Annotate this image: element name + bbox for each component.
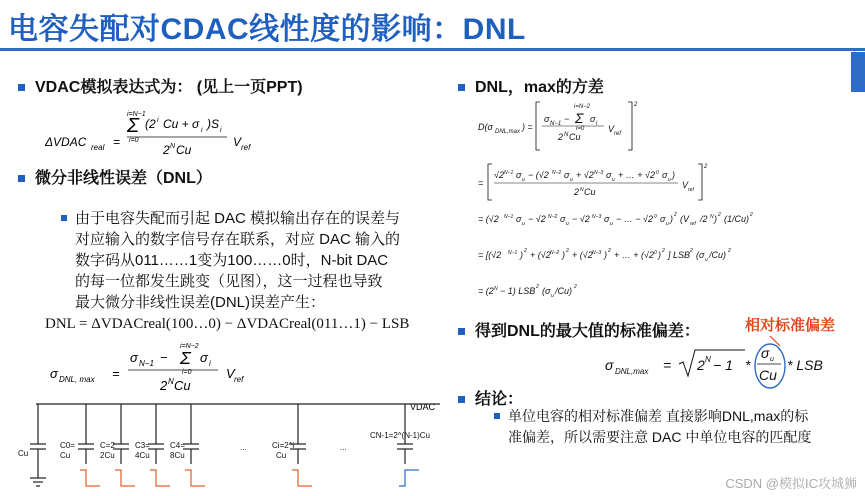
svg-text:− … − √2: − … − √2 — [616, 214, 653, 224]
svg-text:N−1: N−1 — [139, 359, 154, 368]
svg-text:σ: σ — [761, 345, 770, 361]
svg-text:− √2: − √2 — [528, 214, 546, 224]
cdac-circuit — [10, 398, 450, 496]
svg-text:N: N — [580, 187, 584, 193]
conclusion-line: 准偏差，所以需要注意 DAC 中单位电容的匹配度 — [508, 429, 812, 445]
title-rule — [0, 48, 865, 51]
cap-label-ci: Ci=2^i — [272, 441, 295, 450]
svg-text:σ: σ — [516, 214, 522, 224]
svg-text:σ: σ — [604, 214, 610, 224]
svg-text:] LSB: ] LSB — [668, 250, 691, 260]
svg-text:+ √2: + √2 — [576, 170, 594, 180]
desc-line: 由于电容失配而引起 DAC 模拟输出存在的误差与 — [75, 210, 401, 227]
svg-text:−: − — [564, 114, 570, 124]
svg-text:): ) — [672, 170, 675, 180]
svg-text:+ (√2: + (√2 — [572, 250, 593, 260]
svg-text:DNL, max: DNL, max — [59, 375, 95, 384]
svg-text:Σ: Σ — [180, 348, 191, 368]
bullet-dnl-variance-text: DNL，max的方差 — [475, 79, 604, 96]
svg-text:): ) — [714, 214, 717, 224]
bullet-icon — [458, 396, 465, 403]
svg-text:...: ... — [240, 443, 247, 452]
svg-text:Cu: Cu — [569, 132, 581, 142]
svg-text:(1/Cu): (1/Cu) — [724, 214, 750, 224]
svg-text:N−3: N−3 — [592, 250, 602, 256]
relative-std-dev-annotation: 相对标准偏差 — [745, 317, 836, 334]
svg-text:u: u — [570, 177, 573, 183]
svg-text:Cu + σ: Cu + σ — [163, 117, 200, 131]
svg-text:)S: )S — [207, 117, 219, 131]
svg-text:Cu: Cu — [759, 367, 777, 383]
svg-text:N−3: N−3 — [592, 214, 602, 220]
svg-text:2: 2 — [634, 102, 638, 108]
svg-text:σ: σ — [662, 170, 668, 180]
svg-text:0: 0 — [656, 170, 659, 176]
svg-text:2: 2 — [524, 248, 527, 254]
svg-text:− (√2: − (√2 — [528, 170, 549, 180]
svg-text:...: ... — [340, 443, 347, 452]
vdac-formula — [45, 104, 305, 162]
svg-text:i: i — [596, 121, 598, 127]
svg-text:ref: ref — [241, 143, 251, 152]
svg-text:i=0: i=0 — [576, 126, 585, 132]
svg-text:i=0: i=0 — [182, 369, 192, 376]
page-title: 电容失配对CDAC线性度的影响：DNL — [8, 13, 526, 46]
conclusion-text — [508, 406, 858, 448]
sigma-dnl-formula-left — [50, 338, 290, 402]
dnl-equation: DNL = ΔVDACreal(100…0) − ΔVDACreal(011…1) − LSB — [45, 316, 410, 332]
svg-text:2: 2 — [566, 248, 569, 254]
svg-text:− 1: − 1 — [713, 357, 733, 373]
svg-text:N−1: N−1 — [504, 214, 514, 220]
conclusion-line: 单位电容的相对标准偏差 直接影响DNL,max的标 — [508, 408, 809, 424]
desc-line: 数字码从011……1变为100……0时，N-bit DAC — [75, 252, 389, 269]
corner-decoration — [851, 52, 865, 92]
svg-text:i: i — [209, 359, 211, 368]
svg-text:N−3: N−3 — [594, 170, 604, 176]
svg-text:DNL,max: DNL,max — [615, 367, 649, 376]
svg-text:i: i — [220, 127, 222, 134]
svg-text:σ: σ — [606, 170, 612, 180]
bullet-dnl — [18, 165, 212, 188]
variance-derivation — [478, 96, 758, 302]
watermark: CSDN @模拟IC攻城狮 — [725, 476, 857, 491]
svg-text:2: 2 — [690, 248, 693, 254]
cap-label-cn: CN-1=2^(N-1)Cu — [370, 431, 430, 440]
sub-bullet-icon — [494, 413, 500, 419]
svg-text:(V: (V — [680, 214, 689, 224]
svg-text:2: 2 — [662, 248, 665, 254]
svg-text:2: 2 — [574, 187, 580, 197]
svg-text:0: 0 — [654, 250, 657, 256]
svg-text:2: 2 — [674, 212, 677, 218]
svg-text:ΔVDAC: ΔVDAC — [45, 135, 87, 149]
svg-text:i=N−2: i=N−2 — [180, 343, 199, 350]
svg-text:0: 0 — [654, 214, 657, 220]
svg-text:u: u — [770, 356, 774, 363]
svg-text:σ: σ — [660, 214, 666, 224]
svg-text:+ (√2: + (√2 — [530, 250, 551, 260]
svg-text:V: V — [226, 366, 235, 381]
svg-text:/Cu): /Cu) — [555, 286, 573, 296]
svg-text:(σ: (σ — [696, 250, 705, 260]
svg-text:− 1) LSB: − 1) LSB — [500, 286, 536, 296]
svg-text:− √2: − √2 — [572, 214, 590, 224]
svg-text:V: V — [608, 124, 615, 134]
bullet-std-dev-text: 得到DNL的最大值的标准偏差： — [475, 323, 700, 340]
svg-text:Cu: Cu — [584, 187, 596, 197]
svg-text:* LSB: * LSB — [787, 357, 823, 373]
svg-text:Cu: Cu — [60, 451, 71, 460]
svg-text:σ: σ — [50, 366, 58, 381]
svg-text:−: − — [160, 350, 168, 365]
svg-text:2: 2 — [163, 143, 170, 157]
svg-text:N−1: N−1 — [508, 250, 518, 256]
svg-text:): ) — [658, 250, 661, 260]
svg-text:): ) — [604, 250, 607, 260]
svg-text:): ) — [670, 214, 673, 224]
svg-text:Cu: Cu — [176, 143, 192, 157]
svg-text:Cu: Cu — [174, 378, 191, 393]
svg-text:2: 2 — [750, 212, 753, 218]
svg-text:V: V — [682, 180, 689, 190]
sigma-dnl-result — [605, 336, 830, 392]
svg-text:=: = — [478, 178, 484, 188]
bullet-icon — [458, 328, 465, 335]
cap-label-c4: C4= — [170, 441, 185, 450]
bullet-dnl-text: 微分非线性误差（DNL） — [35, 170, 212, 187]
svg-text:u: u — [610, 221, 613, 227]
svg-text:ref: ref — [690, 221, 696, 227]
svg-text:*: * — [745, 357, 751, 373]
svg-text:): ) — [520, 250, 523, 260]
svg-text:u: u — [522, 221, 525, 227]
svg-text:σ: σ — [564, 170, 570, 180]
svg-text:σ: σ — [590, 114, 596, 124]
svg-text:N: N — [564, 132, 569, 138]
svg-text:= (2: = (2 — [478, 286, 494, 296]
desc-line: 对应输入的数字信号存在联系，对应 DAC 输入的 — [75, 231, 401, 248]
svg-text:(2: (2 — [145, 117, 156, 131]
desc-line: 的每一位都发生跳变（见图），这一过程也导致 — [75, 273, 383, 290]
svg-text:u: u — [666, 221, 669, 227]
svg-text:(σ: (σ — [542, 286, 551, 296]
svg-text:2: 2 — [697, 357, 705, 373]
svg-text:/Cu): /Cu) — [709, 250, 727, 260]
svg-text:ref: ref — [614, 131, 622, 137]
bullet-icon — [18, 84, 25, 91]
svg-text:+ … + (√2: + … + (√2 — [614, 250, 654, 260]
svg-text:i: i — [157, 117, 159, 124]
svg-text:=: = — [113, 135, 121, 149]
desc-line: 最大微分非线性误差(DNL)误差产生： — [75, 294, 325, 311]
svg-text:N−1: N−1 — [550, 121, 562, 127]
svg-text:DNL,max: DNL,max — [495, 129, 521, 135]
svg-text:N: N — [710, 214, 714, 220]
svg-text:N: N — [168, 377, 174, 386]
svg-text:N: N — [705, 355, 711, 364]
svg-text:+ … + √2: + … + √2 — [618, 170, 655, 180]
svg-text:σ: σ — [516, 170, 522, 180]
svg-text:2: 2 — [704, 164, 708, 170]
svg-text:=: = — [663, 357, 672, 373]
svg-text:/2: /2 — [700, 214, 708, 224]
bullet-icon — [18, 175, 25, 182]
svg-text:4Cu: 4Cu — [135, 451, 150, 460]
svg-text:Σ: Σ — [127, 115, 139, 137]
svg-text:u: u — [551, 293, 554, 299]
svg-text:2: 2 — [160, 378, 168, 393]
cap-label-c3: C3= — [135, 441, 150, 450]
svg-text:σ: σ — [200, 350, 208, 365]
cap-label-c1: C=2 — [100, 441, 115, 450]
bullet-conclusion-text: 结论： — [475, 391, 524, 408]
svg-text:σ: σ — [544, 114, 550, 124]
svg-text:√2: √2 — [494, 170, 504, 180]
bullet-icon — [458, 84, 465, 91]
svg-text:u: u — [612, 177, 615, 183]
svg-text:σ: σ — [560, 214, 566, 224]
svg-text:N: N — [170, 143, 176, 150]
svg-text:): ) — [562, 250, 565, 260]
svg-text:i: i — [201, 127, 203, 134]
svg-text:σ: σ — [605, 357, 614, 373]
svg-text:2: 2 — [718, 212, 721, 218]
svg-text:N−2: N−2 — [548, 214, 558, 220]
svg-text:8Cu: 8Cu — [170, 451, 185, 460]
svg-text:u: u — [668, 177, 671, 183]
svg-text:σ: σ — [130, 350, 138, 365]
svg-text:) =: ) = — [522, 122, 533, 132]
svg-text:ref: ref — [688, 187, 694, 193]
svg-text:2: 2 — [574, 284, 577, 290]
svg-text:= [(√2: = [(√2 — [478, 250, 502, 260]
svg-text:Σ: Σ — [575, 110, 584, 126]
svg-text:u: u — [522, 177, 525, 183]
svg-text:Cu: Cu — [276, 451, 287, 460]
vdac-label: VDAC — [410, 402, 436, 412]
bullet-vdac — [18, 74, 303, 97]
svg-text:u: u — [566, 221, 569, 227]
bullet-dnl-variance — [458, 74, 604, 97]
svg-text:i=N−1: i=N−1 — [127, 111, 146, 118]
svg-text:2: 2 — [536, 284, 539, 290]
svg-text:i=N−2: i=N−2 — [574, 104, 591, 110]
svg-text:V: V — [233, 135, 242, 149]
dnl-description — [75, 208, 435, 313]
svg-text:N−2: N−2 — [550, 250, 560, 256]
sub-bullet-icon — [61, 215, 67, 221]
svg-text:=: = — [112, 366, 120, 381]
svg-text:2: 2 — [608, 248, 611, 254]
svg-text:N−2: N−2 — [552, 170, 562, 176]
cap-label-c0: C0= — [60, 441, 75, 450]
svg-text:i=0: i=0 — [129, 137, 139, 144]
svg-text:= (√2: = (√2 — [478, 214, 499, 224]
bullet-vdac-text: VDAC模拟表达式为： (见上一页PPT) — [35, 79, 303, 96]
svg-text:2: 2 — [728, 248, 731, 254]
svg-text:u: u — [705, 257, 708, 263]
svg-text:2: 2 — [558, 132, 564, 142]
svg-text:D(σ: D(σ — [478, 122, 493, 132]
svg-text:ref: ref — [234, 375, 244, 384]
svg-text:N: N — [494, 286, 498, 292]
svg-text:real: real — [91, 143, 105, 152]
svg-text:2Cu: 2Cu — [100, 451, 115, 460]
svg-text:N−1: N−1 — [504, 170, 514, 176]
cap-label-cu: Cu — [18, 449, 29, 458]
